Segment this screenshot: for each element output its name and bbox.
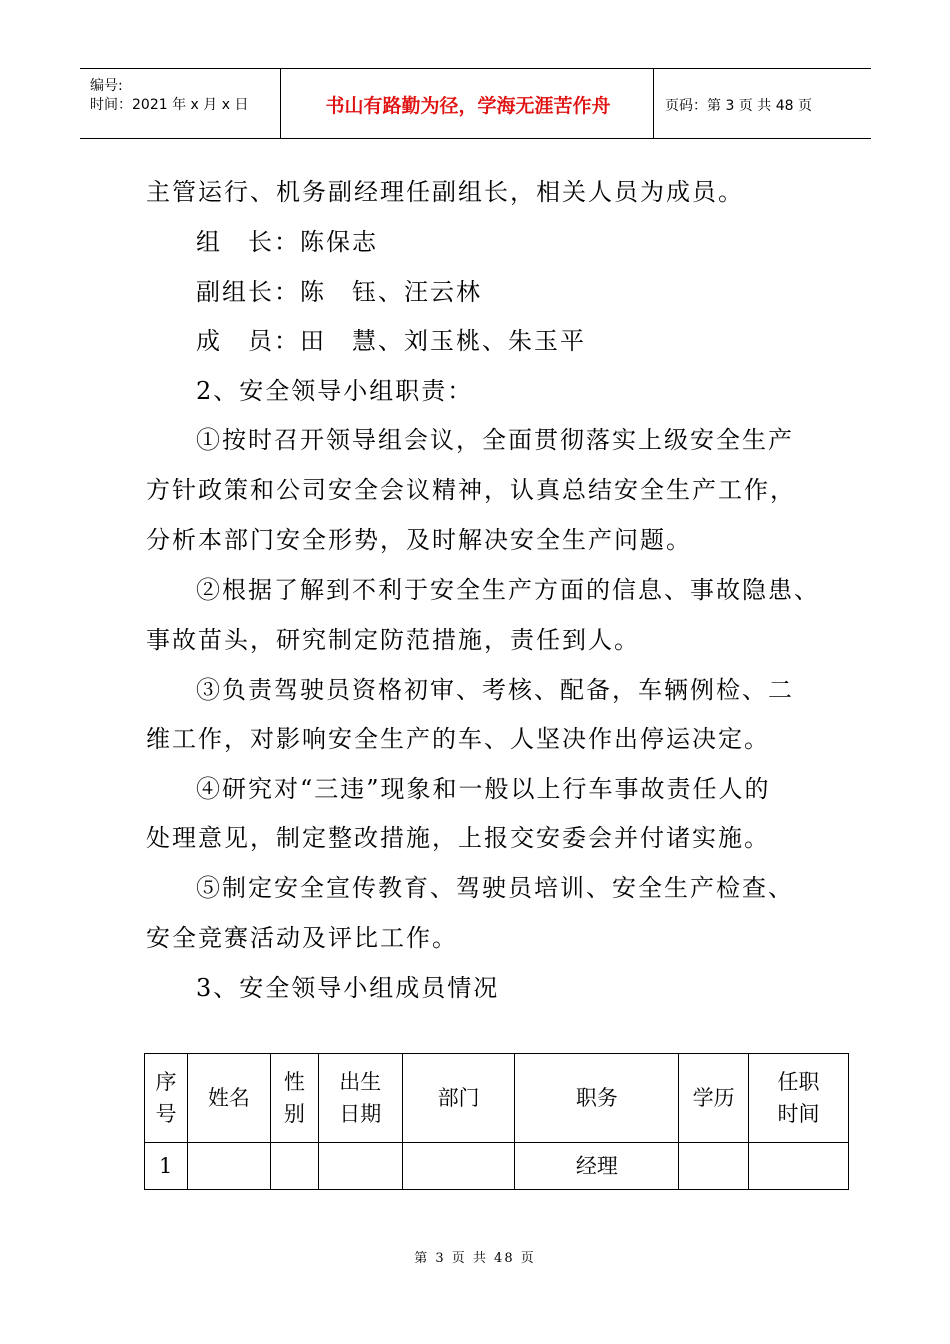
header-cell-birthdate: 出生 日期 bbox=[318, 1054, 402, 1143]
body-line: 维工作，对影响安全生产的车、人坚决作出停运决定。 bbox=[146, 725, 770, 753]
body-line: 成 员：田 慧、刘玉桃、朱玉平 bbox=[196, 327, 586, 355]
document-date: 时间：2021 年 x 月 x 日 bbox=[90, 97, 249, 113]
header-page-info: 页码：第 3 页 共 48 页 bbox=[665, 98, 812, 114]
body-line: 主管运行、机务副经理任副组长，相关人员为成员。 bbox=[146, 178, 744, 206]
header-cell-name: 姓名 bbox=[187, 1054, 270, 1143]
document-number-label: 编号: bbox=[90, 78, 123, 94]
body-line: ③负责驾驶员资格初审、考核、配备，车辆例检、二 bbox=[196, 676, 794, 704]
table-cell: 1 bbox=[145, 1143, 188, 1190]
body-line: ①按时召开领导组会议，全面贯彻落实上级安全生产 bbox=[196, 426, 794, 454]
body-line: ⑤制定安全宣传教育、驾驶员培训、安全生产检查、 bbox=[196, 874, 794, 902]
header-cell-gender: 性 别 bbox=[270, 1054, 318, 1143]
section-heading: 2、安全领导小组职责： bbox=[196, 377, 474, 405]
header-divider bbox=[653, 69, 654, 138]
table-cell bbox=[402, 1143, 515, 1190]
header-cell-position: 职务 bbox=[515, 1054, 679, 1143]
header-cell-index: 序 号 bbox=[145, 1054, 188, 1143]
table-header-row bbox=[145, 1054, 849, 1143]
members-table bbox=[144, 1053, 849, 1190]
body-line: 方针政策和公司安全会议精神，认真总结安全生产工作， bbox=[146, 476, 796, 504]
header-cell-department: 部门 bbox=[402, 1054, 515, 1143]
header-divider bbox=[280, 69, 281, 138]
body-line: 处理意见，制定整改措施，上报交安委会并付诸实施。 bbox=[146, 824, 770, 852]
header-meta bbox=[80, 69, 280, 138]
body-line: 事故苗头，研究制定防范措施，责任到人。 bbox=[146, 626, 640, 654]
page-footer: 第 3 页 共 48 页 bbox=[414, 1251, 536, 1266]
table-cell bbox=[318, 1143, 402, 1190]
section-heading: 3、安全领导小组成员情况 bbox=[196, 974, 500, 1002]
table-cell bbox=[679, 1143, 749, 1190]
table-cell: 经理 bbox=[515, 1143, 679, 1190]
body-line: ②根据了解到不利于安全生产方面的信息、事故隐患、 bbox=[196, 576, 820, 604]
header-cell-education: 学历 bbox=[679, 1054, 749, 1143]
body-line: 副组长：陈 钰、汪云林 bbox=[196, 278, 482, 306]
body-line: 安全竞赛活动及评比工作。 bbox=[146, 924, 458, 952]
table-cell bbox=[270, 1143, 318, 1190]
header-motto: 书山有路勤为径，学海无涯苦作舟 bbox=[325, 95, 611, 117]
body-line: 组 长：陈保志 bbox=[196, 228, 378, 256]
header-cell-tenure: 任职 时间 bbox=[749, 1054, 849, 1143]
table-cell bbox=[187, 1143, 270, 1190]
table-row bbox=[145, 1143, 849, 1190]
table-cell bbox=[749, 1143, 849, 1190]
page-header bbox=[80, 68, 871, 139]
body-line: 分析本部门安全形势，及时解决安全生产问题。 bbox=[146, 526, 692, 554]
body-line: ④研究对“三违”现象和一般以上行车事故责任人的 bbox=[196, 775, 771, 803]
